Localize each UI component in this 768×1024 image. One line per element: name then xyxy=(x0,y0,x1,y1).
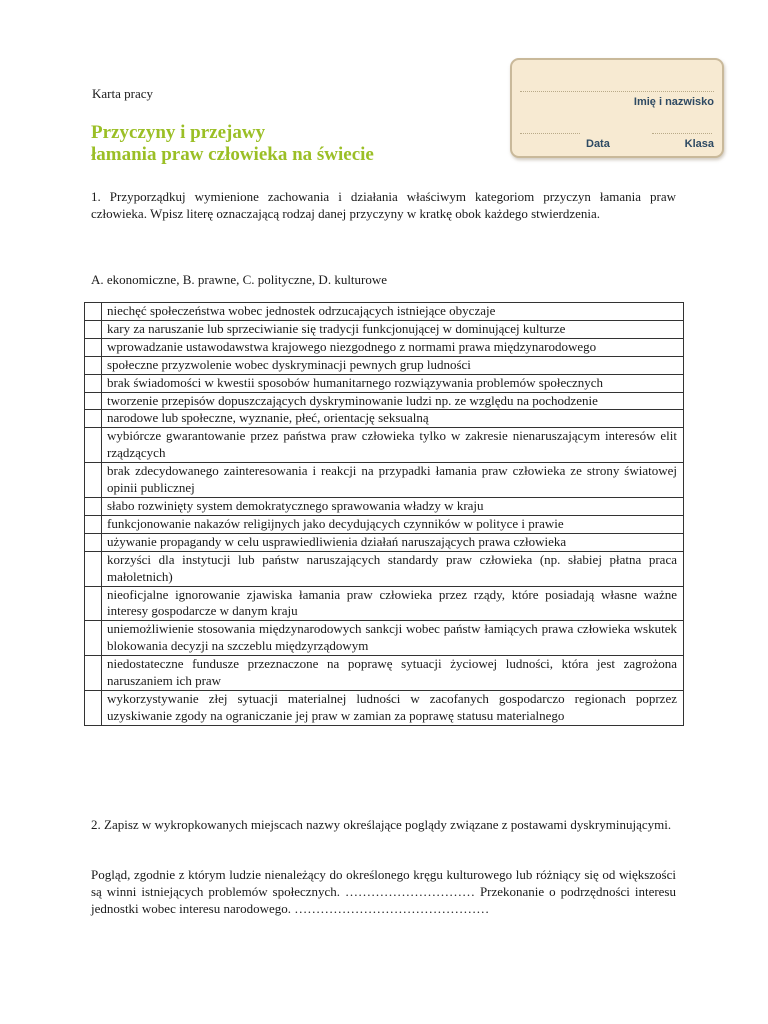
title-line-2: łamania praw człowieka na świecie xyxy=(91,144,374,165)
statement-text: brak zdecydowanego zainteresowania i reakcji na przypadki łamania praw człowieka ze strony światowej opinii publicznej xyxy=(102,463,684,498)
page-title xyxy=(91,122,374,166)
table-row xyxy=(85,320,684,338)
task2-item1-text: Pogląd, zgodnie z którym ludzie nienależący do określonego kręgu kulturowego lub różniący się od większości są winni istniejących problemów społecznych. xyxy=(91,867,676,899)
answer-box[interactable] xyxy=(85,410,102,428)
statement-text: wybiórcze gwarantowanie przez państwa praw człowieka tylko w zakresie nienaruszającym interesów elit rządzących xyxy=(102,428,684,463)
statement-text: nieoficjalne ignorowanie zjawiska łamania praw człowieka przez rządy, które posiadają własne ważne interesy gospodarcze w danym kraju xyxy=(102,586,684,621)
student-info-box xyxy=(510,58,724,158)
table-row xyxy=(85,392,684,410)
task2-item2-blank[interactable]: ……………………………………… xyxy=(294,901,490,916)
class-field-line[interactable] xyxy=(652,133,712,134)
statement-text: niechęć społeczeństwa wobec jednostek odrzucających istniejące obyczaje xyxy=(102,303,684,321)
table-row xyxy=(85,428,684,463)
statement-text: społeczne przyzwolenie wobec dyskryminacji pewnych grup ludności xyxy=(102,356,684,374)
answer-box[interactable] xyxy=(85,463,102,498)
statement-text: funkcjonowanie nakazów religijnych jako decydujących czynników w polityce i prawie xyxy=(102,515,684,533)
answer-box[interactable] xyxy=(85,428,102,463)
task2-items xyxy=(91,866,676,917)
title-line-1: Przyczyny i przejawy xyxy=(91,122,266,143)
answer-box[interactable] xyxy=(85,338,102,356)
answer-box[interactable] xyxy=(85,303,102,321)
statement-text: niedostateczne fundusze przeznaczone na poprawę sytuacji życiowej ludności, która jest zagrożona naruszaniem ich praw xyxy=(102,656,684,691)
answer-box[interactable] xyxy=(85,374,102,392)
statement-text: wykorzystywanie złej sytuacji materialnej ludności w zacofanych gospodarczo regionach poprzez uzyskiwanie zgody na ograniczanie jej praw w zamian za poprawę statusu materialnego xyxy=(102,690,684,725)
statement-text: tworzenie przepisów dopuszczających dyskryminowanie ludzi np. ze względu na pochodzenie xyxy=(102,392,684,410)
name-label: Imię i nazwisko xyxy=(633,96,714,108)
table-row xyxy=(85,690,684,725)
answer-box[interactable] xyxy=(85,533,102,551)
table-row xyxy=(85,621,684,656)
table-row xyxy=(85,515,684,533)
date-label: Data xyxy=(586,138,610,150)
category-legend: A. ekonomiczne, B. prawne, C. polityczne, D. kulturowe xyxy=(91,272,388,287)
answer-box[interactable] xyxy=(85,515,102,533)
table-row xyxy=(85,410,684,428)
statement-text: słabo rozwinięty system demokratycznego sprawowania władzy w kraju xyxy=(102,497,684,515)
table-row xyxy=(85,338,684,356)
statement-text: korzyści dla instytucji lub państw naruszających standardy praw człowieka (np. słabiej płatna praca małoletnich) xyxy=(102,551,684,586)
answer-box[interactable] xyxy=(85,497,102,515)
table-row xyxy=(85,303,684,321)
statement-text: kary za naruszanie lub sprzeciwianie się tradycji funkcjonującej w dominującej kulturze xyxy=(102,320,684,338)
task1-instruction: 1. Przyporządkuj wymienione zachowania i działania właściwym kategoriom przyczyn łamania praw człowieka. Wpisz literę oznaczającą rodzaj danej przyczyny w kratkę obok każdego stwierdzenia. xyxy=(91,189,676,221)
task2-instruction: 2. Zapisz w wykropkowanych miejscach nazwy określające poglądy związane z postawami dyskryminującymi. xyxy=(91,817,672,832)
statement-text: wprowadzanie ustawodawstwa krajowego niezgodnego z normami prawa międzynarodowego xyxy=(102,338,684,356)
date-field-line[interactable] xyxy=(520,133,580,134)
table-row xyxy=(85,551,684,586)
statement-text: narodowe lub społeczne, wyznanie, płeć, orientację seksualną xyxy=(102,410,684,428)
table-row xyxy=(85,586,684,621)
answer-box[interactable] xyxy=(85,551,102,586)
name-field-line[interactable] xyxy=(520,91,714,92)
table-row xyxy=(85,497,684,515)
answer-box[interactable] xyxy=(85,690,102,725)
task2-item2-text: Przekonanie o podrzędności interesu jednostki wobec interesu narodowego. xyxy=(91,884,676,916)
task2-item1-blank[interactable]: ………………………… xyxy=(344,884,475,899)
answer-box[interactable] xyxy=(85,356,102,374)
worksheet-label: Karta pracy xyxy=(92,86,153,101)
assignment-table xyxy=(84,302,684,726)
table-row xyxy=(85,356,684,374)
answer-box[interactable] xyxy=(85,621,102,656)
statement-text: używanie propagandy w celu usprawiedliwienia działań naruszających prawa człowieka xyxy=(102,533,684,551)
statement-text: brak świadomości w kwestii sposobów humanitarnego rozwiązywania problemów społecznych xyxy=(102,374,684,392)
answer-box[interactable] xyxy=(85,392,102,410)
answer-box[interactable] xyxy=(85,586,102,621)
class-label: Klasa xyxy=(684,138,714,150)
statement-text: uniemożliwienie stosowania międzynarodowych sankcji wobec państw łamiących prawa człowieka wskutek blokowania decyzji na szczeblu międzyrządowym xyxy=(102,621,684,656)
answer-box[interactable] xyxy=(85,320,102,338)
answer-box[interactable] xyxy=(85,656,102,691)
table-row xyxy=(85,533,684,551)
table-row xyxy=(85,463,684,498)
table-row xyxy=(85,374,684,392)
table-row xyxy=(85,656,684,691)
